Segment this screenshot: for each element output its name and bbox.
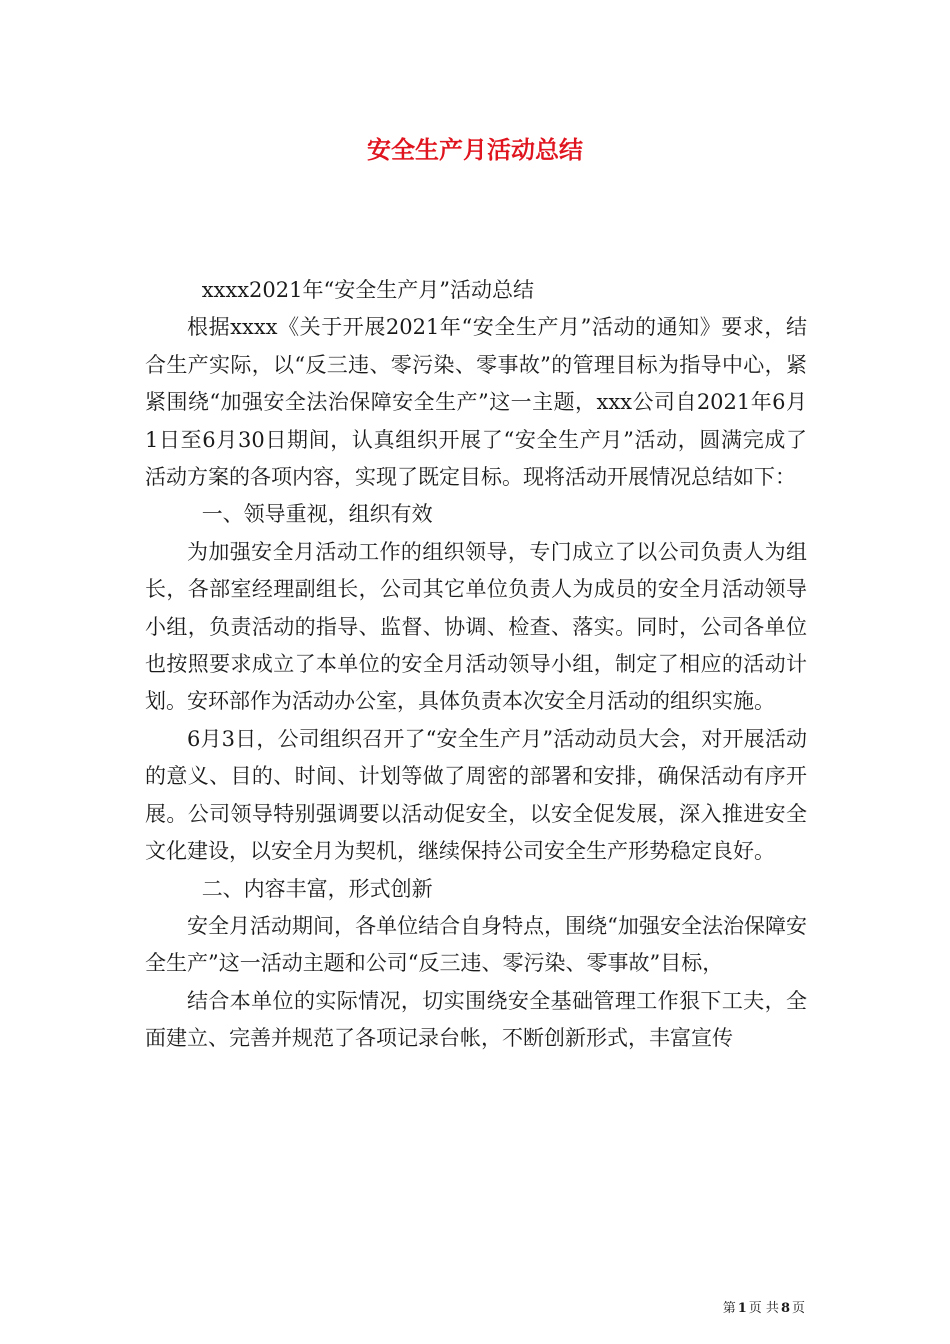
section-heading: 二、内容丰富，形式创新 — [201, 876, 433, 901]
paragraph: 6月3日，公司组织召开了“安全生产月”活动动员大会，对开展活动的意义、目的、时间、计划等做了周密的部署和安排，确保活动有序开展。公司领导特别强调要以活动促安全，以安全促发展，深入推进安全文化建设，以安全月为契机，继续保持公司安全生产形势稳定良好。 — [145, 726, 807, 864]
footer-middle: 页 共 — [748, 1301, 779, 1316]
footer-suffix: 页 — [791, 1301, 805, 1316]
section-heading: 一、领导重视，组织有效 — [201, 502, 433, 527]
document-subtitle: xxxx2021年“安全生产月”活动总结 — [201, 278, 534, 302]
paragraph: 为加强安全月活动工作的组织领导，专门成立了以公司负责人为组长，各部室经理副组长，公司其它单位负责人为成员的安全月活动领导小组，负责活动的指导、监督、协调、检查、落实。同时，公司各单位也按照要求成立了本单位的安全月活动领导小组，制定了相应的活动计划。安环部作为活动办公室，具体负责本次安全月活动的组织实施。 — [145, 539, 807, 714]
page-total: 8 — [780, 1301, 790, 1316]
footer-prefix: 第 — [722, 1301, 736, 1316]
paragraph: 根据xxxx《关于开展2021年“安全生产月”活动的通知》要求，结合生产实际，以“反三违、零污染、零事故”的管理目标为指导中心，紧紧围绕“加强安全法治保障安全生产”这一主题，xxx公司自2021年6月1日至6月30日期间，认真组织开展了“安全生产月”活动，圆满完成了活动方案的各项内容，实现了既定目标。现将活动开展情况总结如下： — [145, 315, 807, 490]
paragraph: 结合本单位的实际情况，切实围绕安全基础管理工作狠下工夫，全面建立、完善并规范了各项记录台帐，不断创新形式，丰富宣传 — [145, 988, 807, 1051]
page-number: 1 — [737, 1301, 747, 1316]
document-body — [145, 272, 807, 1058]
document-title: 安全生产月活动总结 — [367, 136, 583, 164]
page-footer — [723, 1300, 805, 1318]
paragraph: 安全月活动期间，各单位结合自身特点，围绕“加强安全法治保障安全生产”这一活动主题和公司“反三违、零污染、零事故”目标， — [145, 913, 807, 976]
